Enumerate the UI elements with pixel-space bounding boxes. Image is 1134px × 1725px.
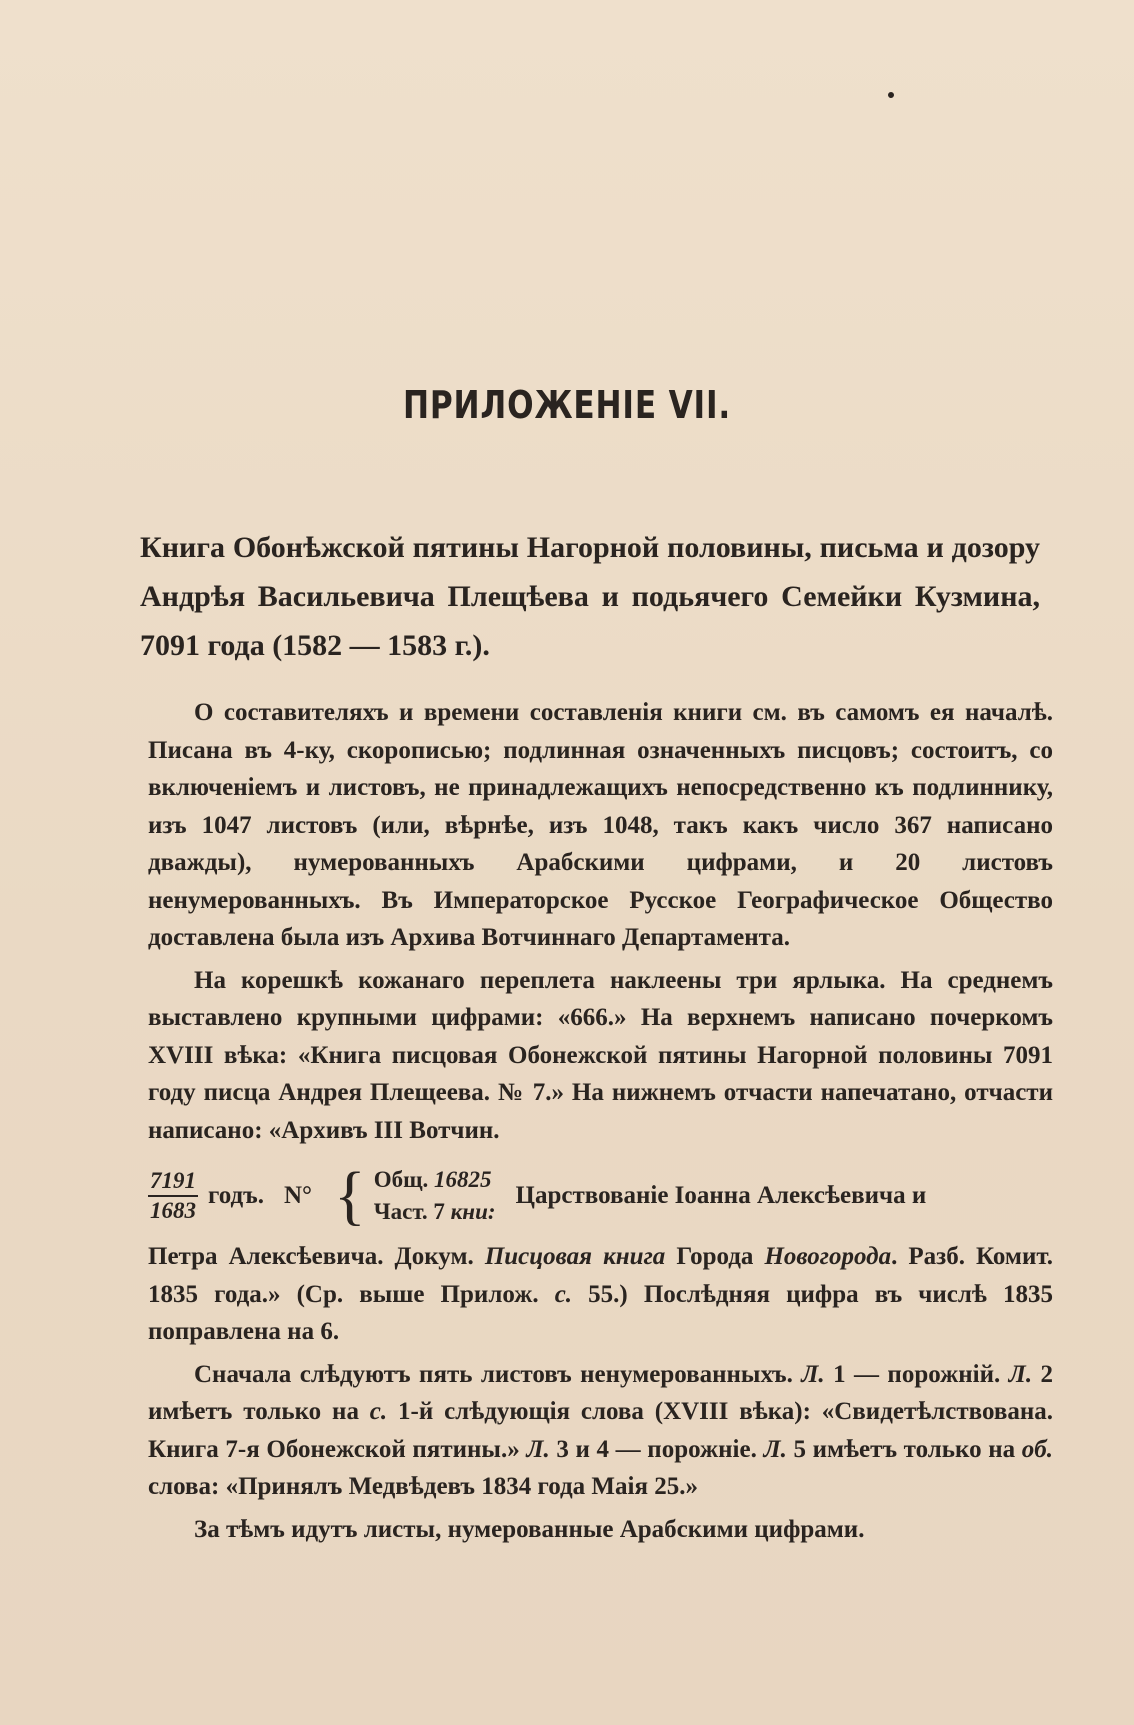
text-span: Петра Алексѣевича. Докум.	[148, 1243, 485, 1270]
italic-span: Новогорода	[764, 1243, 892, 1270]
number-sign: N°	[283, 1182, 313, 1210]
page-subtitle: Книга Обонѣжской пятины Нагорной половины, письма и дозору Андрѣя Васильевича Плещѣева и подьячего Семейки Кузмина, 7091 года (1582 — 1583 г.).	[140, 531, 1040, 662]
italic-span: с.	[369, 1398, 388, 1425]
text-span: . Разб. Комит. 1835 года.» (Ср. выше Прилож.	[148, 1243, 1054, 1308]
brace-line-1	[374, 1164, 496, 1196]
text-span: 1 — порожній.	[824, 1360, 1009, 1388]
reign-text: Царствованіе Іоанна Алексѣевича и	[515, 1182, 927, 1210]
italic-span: с.	[554, 1280, 573, 1308]
italic-span: Л.	[526, 1435, 550, 1463]
paragraph-1: О составителяхъ и времени составленія книги см. въ самомъ ея началѣ. Писана въ 4-ку, скорописью; подлинная означенныхъ писцовъ; состоитъ, со включеніемъ и листовъ, не принадлежащихъ непосредственно къ подлиннику, изъ 1047 листовъ (или, вѣрнѣе, изъ 1048, такъ какъ число 367 написано дважды), нумерованныхъ Арабскими цифрами, и 20 листовъ ненумерованныхъ. Въ Императорское Русское Географическое Общество доставлена была изъ Архива Вотчиннаго Департамента.	[148, 699, 1053, 951]
paragraph-4: За тѣмъ идутъ листы, нумерованные Арабскими цифрами.	[194, 1515, 865, 1543]
paragraph-3	[148, 1356, 1053, 1506]
fraction-numerator: 7191	[148, 1167, 198, 1197]
italic-span: Л.	[1008, 1360, 1033, 1388]
text-span: слова: «Принялъ Медвѣдевъ 1834 года Маія 25.»	[148, 1473, 698, 1500]
page-title: ПРИЛОЖЕНІЕ VII.	[402, 383, 732, 427]
archive-label-block	[148, 1154, 1053, 1238]
paragraph-2-start: На корешкѣ кожанаго переплета наклеены три ярлыка. На среднемъ выставлено крупными цифрами: «666.» На верхнемъ написано почеркомъ XVIII вѣка: «Книга писцовая Обонежской пятины Нагорной половины 7091 году писца Андрея Плещеева. № 7.» На нижнемъ отчасти напечатано, отчасти написано: «Архивъ III Вотчин.	[148, 966, 1053, 1144]
year-fraction	[148, 1167, 198, 1225]
body-text	[148, 694, 1053, 1553]
text-span: Сначала слѣдуютъ пять листовъ ненумерованныхъ.	[194, 1360, 802, 1388]
god-word: годъ.	[208, 1182, 264, 1210]
text-span: 3 и 4 — порожніе.	[549, 1435, 764, 1463]
brace-line-2	[374, 1196, 496, 1228]
text-span: 5 имѣетъ только на	[786, 1435, 1022, 1463]
text-span: Города	[665, 1243, 765, 1270]
brace-line-2-label: Част. 7	[373, 1199, 445, 1224]
text-span: 55.) Послѣдняя цифра въ числѣ 1835 поправлена на 6.	[148, 1280, 1053, 1345]
curly-brace-icon: {	[334, 1159, 366, 1232]
fraction-denominator: 1683	[150, 1198, 196, 1223]
italic-span: Л.	[763, 1435, 787, 1463]
brace-line-1-value: 16825	[434, 1167, 492, 1192]
brace-line-2-value: кни:	[450, 1199, 496, 1224]
brace-line-1-label: Общ.	[373, 1167, 429, 1192]
library-stamp-image	[470, 1585, 800, 1710]
italic-span: Л.	[801, 1360, 825, 1388]
ink-speck	[888, 92, 894, 98]
brace-lines	[374, 1164, 496, 1228]
italic-span: об.	[1021, 1435, 1053, 1463]
italic-span: Писцовая книга	[484, 1243, 666, 1270]
text-span: 2 имѣетъ только на	[148, 1360, 1054, 1425]
text-span: 1-й слѣдующія слова (XVIII вѣка): «Свидетѣлствована. Книга 7-я Обонежской пятины.»	[148, 1398, 1054, 1463]
paragraph-2-end	[148, 1238, 1053, 1351]
